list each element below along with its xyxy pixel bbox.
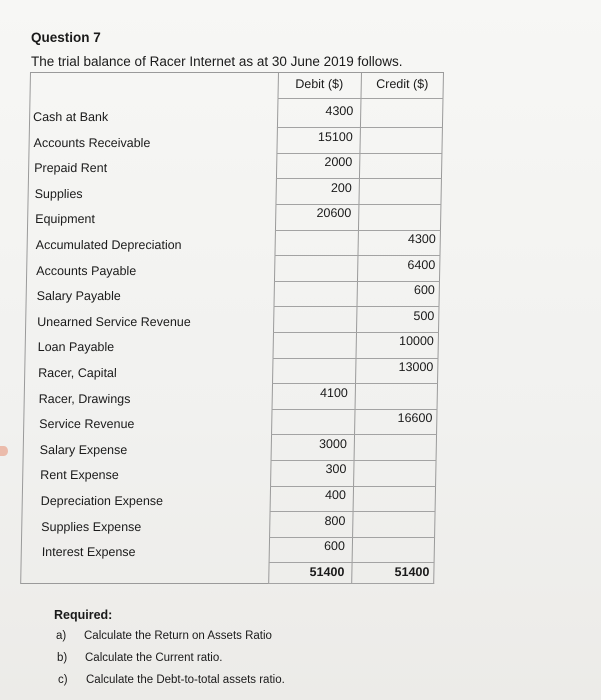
question-intro: The trial balance of Racer Internet as at 30 June 2019 follows. [31, 54, 403, 69]
credit-amount: 500 [413, 308, 435, 323]
debit-amount: 800 [324, 513, 346, 528]
account-name: Salary Expense [39, 442, 128, 457]
question-title: Question 7 [31, 30, 101, 45]
trial-balance-table [20, 72, 444, 584]
account-name: Supplies Expense [41, 519, 142, 534]
account-name: Prepaid Rent [34, 161, 108, 176]
row-rule [270, 511, 436, 512]
account-name: Service Revenue [39, 417, 135, 432]
credit-amount: 4300 [407, 232, 436, 246]
row-rule [275, 204, 441, 205]
credit-header: Credit ($) [376, 77, 429, 91]
required-item-text: Calculate the Current ratio. [85, 652, 223, 664]
row-rule [272, 409, 438, 410]
header-rule [277, 98, 443, 99]
account-name: Salary Payable [36, 289, 121, 304]
account-name: Rent Expense [40, 468, 119, 483]
row-rule [271, 460, 437, 461]
credit-amount: 16600 [397, 411, 433, 426]
debit-amount: 200 [330, 180, 352, 195]
total-credit: 51400 [394, 564, 430, 579]
debit-header: Debit ($) [295, 77, 344, 91]
row-rule [270, 486, 436, 487]
debit-amount: 2000 [324, 155, 353, 170]
account-name: Cash at Bank [33, 110, 109, 124]
required-item [57, 652, 222, 664]
margin-mark [0, 446, 8, 456]
credit-amount: 13000 [398, 360, 434, 374]
row-rule [273, 332, 439, 333]
debit-amount: 300 [325, 462, 347, 477]
debit-amount: 4100 [319, 385, 348, 400]
required-item-label: b) [57, 652, 68, 664]
required-item-text: Calculate the Debt-to-total assets ratio. [86, 674, 285, 686]
debit-amount: 600 [323, 539, 346, 554]
credit-amount: 600 [413, 283, 435, 298]
required-item [58, 674, 285, 686]
totals-rule [268, 583, 434, 584]
row-rule [276, 178, 442, 179]
row-rule [273, 306, 439, 307]
row-rule [269, 562, 435, 563]
debit-amount: 3000 [318, 436, 347, 451]
row-rule [274, 281, 440, 282]
row-rule [274, 255, 440, 256]
credit-amount: 10000 [398, 334, 434, 349]
total-debit: 51400 [309, 564, 345, 579]
row-rule [275, 230, 441, 231]
account-name: Loan Payable [37, 340, 115, 355]
required-item-label: a) [56, 630, 67, 642]
debit-amount: 4300 [325, 104, 354, 118]
row-rule [277, 127, 443, 128]
required-heading: Required: [54, 608, 113, 622]
account-name: Interest Expense [41, 545, 136, 560]
required-item [56, 630, 272, 642]
account-name: Depreciation Expense [40, 494, 164, 508]
account-name: Accounts Receivable [33, 135, 151, 150]
credit-amount: 6400 [407, 257, 436, 272]
debit-amount: 15100 [317, 129, 353, 144]
account-name: Supplies [34, 186, 83, 201]
row-rule [272, 358, 438, 359]
account-name: Accumulated Depreciation [35, 238, 182, 252]
row-rule [276, 153, 442, 154]
debit-amount: 400 [324, 488, 347, 502]
account-name: Unearned Service Revenue [37, 314, 191, 329]
account-name: Racer, Drawings [38, 391, 131, 406]
account-name: Equipment [35, 212, 96, 227]
row-rule [269, 537, 435, 538]
row-rule [272, 383, 438, 384]
required-item-label: c) [58, 674, 68, 686]
account-name: Accounts Payable [36, 263, 137, 278]
row-rule [271, 434, 437, 435]
debit-amount: 20600 [316, 206, 352, 221]
account-name: Racer, Capital [38, 366, 117, 380]
required-item-text: Calculate the Return on Assets Ratio [84, 630, 272, 642]
